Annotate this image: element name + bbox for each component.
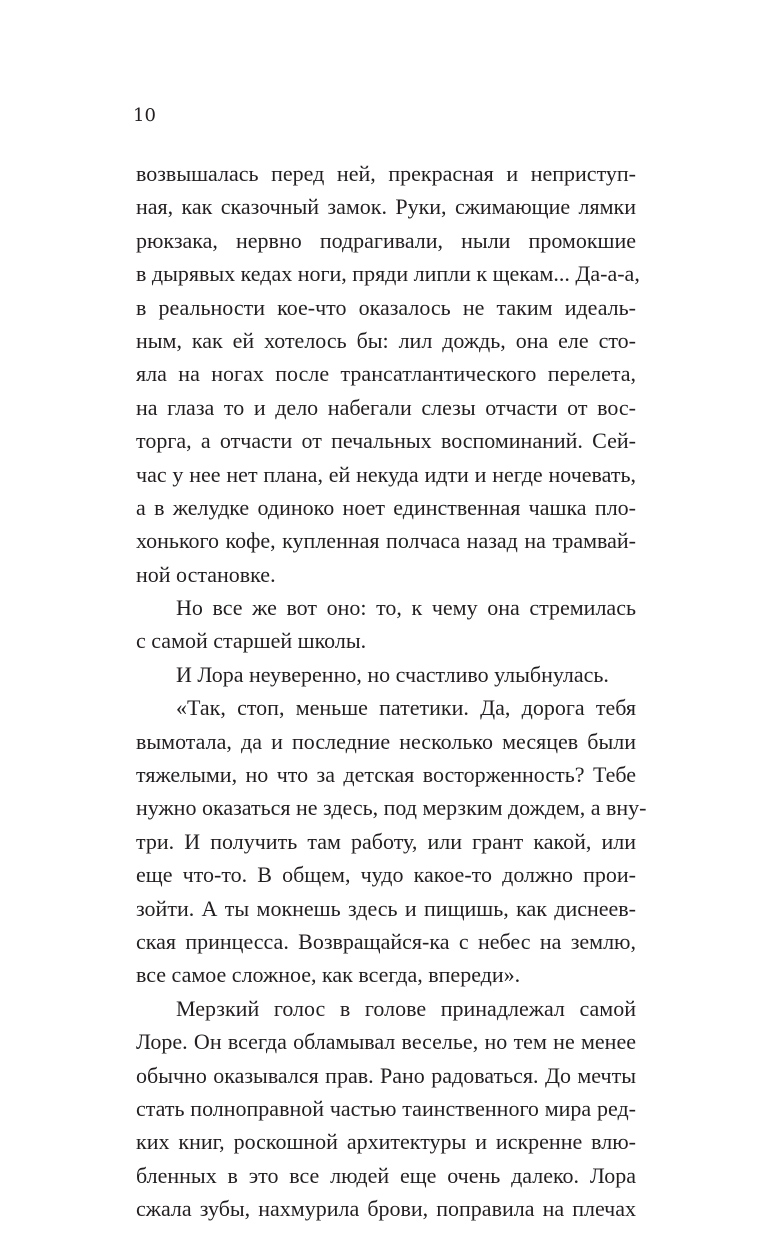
text-line: все самое сложное, как всегда, впереди». [136, 962, 521, 988]
text-line: И Лора неуверенно, но счастливо улыбнулась. [176, 661, 609, 687]
text-line: ная, как сказочный замок. Руки, сжимающие лямки [136, 194, 636, 220]
page-number: 10 [133, 105, 156, 126]
text-line: стать полноправной частью таинственного мира ред- [136, 1095, 636, 1121]
text-line: Мерзкий голос в голове принадлежал самой [176, 995, 636, 1021]
text-line: Лоре. Он всегда обламывал веселье, но тем не менее [136, 1029, 636, 1055]
text-line: еще что-то. В общем, чудо какое-то должно прои- [136, 862, 636, 888]
text-line: в реальности кое-что оказалось не таким идеаль- [136, 294, 636, 320]
text-line: рюкзака, нервно подрагивали, ныли промокшие [136, 227, 636, 253]
text-line: ких книг, роскошной архитектуры и искренне влю- [136, 1129, 636, 1155]
text-line: сжала зубы, нахмурила брови, поправила на плечах [136, 1196, 636, 1222]
text-line: «Так, стоп, меньше патетики. Да, дорога тебя [176, 695, 636, 721]
text-line: тяжелыми, но что за детская восторженность? Тебе [136, 762, 636, 788]
body-text [136, 157, 647, 1226]
text-line: Но все же вот оно: то, к чему она стремилась [176, 595, 636, 621]
text-line: торга, а отчасти от печальных воспоминаний. Сей- [136, 428, 636, 454]
text-line: яла на ногах после трансатлантического перелета, [136, 361, 636, 387]
text-line: ной остановке. [136, 561, 276, 587]
text-line: ным, как ей хотелось бы: лил дождь, она еле сто- [136, 327, 636, 353]
text-line: зойти. А ты мокнешь здесь и пищишь, как диснеев- [136, 895, 636, 921]
text-line: хонького кофе, купленная полчаса назад на трамвай- [136, 528, 636, 554]
text-line: час у нее нет плана, ей некуда идти и негде ночевать, [136, 461, 636, 487]
text-line: обычно оказывался прав. Рано радоваться. До мечты [136, 1062, 636, 1088]
text-line: на глаза то и дело набегали слезы отчасти от вос- [136, 394, 636, 420]
text-line: вымотала, да и последние несколько месяцев были [136, 728, 636, 754]
text-line: а в желудке одиноко ноет единственная чашка пло- [136, 494, 636, 520]
text-line: бленных в это все людей еще очень далеко. Лора [136, 1162, 636, 1188]
text-line: возвышалась перед ней, прекрасная и неприступ- [136, 161, 636, 186]
text-line: в дырявых кедах ноги, пряди липли к щекам... Да-а-а, [136, 261, 640, 287]
text-line: ская принцесса. Возвращайся-ка с небес на землю, [136, 928, 636, 954]
text-line: три. И получить там работу, или грант какой, или [136, 828, 636, 854]
text-line: с самой старшей школы. [136, 628, 367, 654]
text-line: нужно оказаться не здесь, под мерзким дождем, а вну- [136, 795, 647, 821]
